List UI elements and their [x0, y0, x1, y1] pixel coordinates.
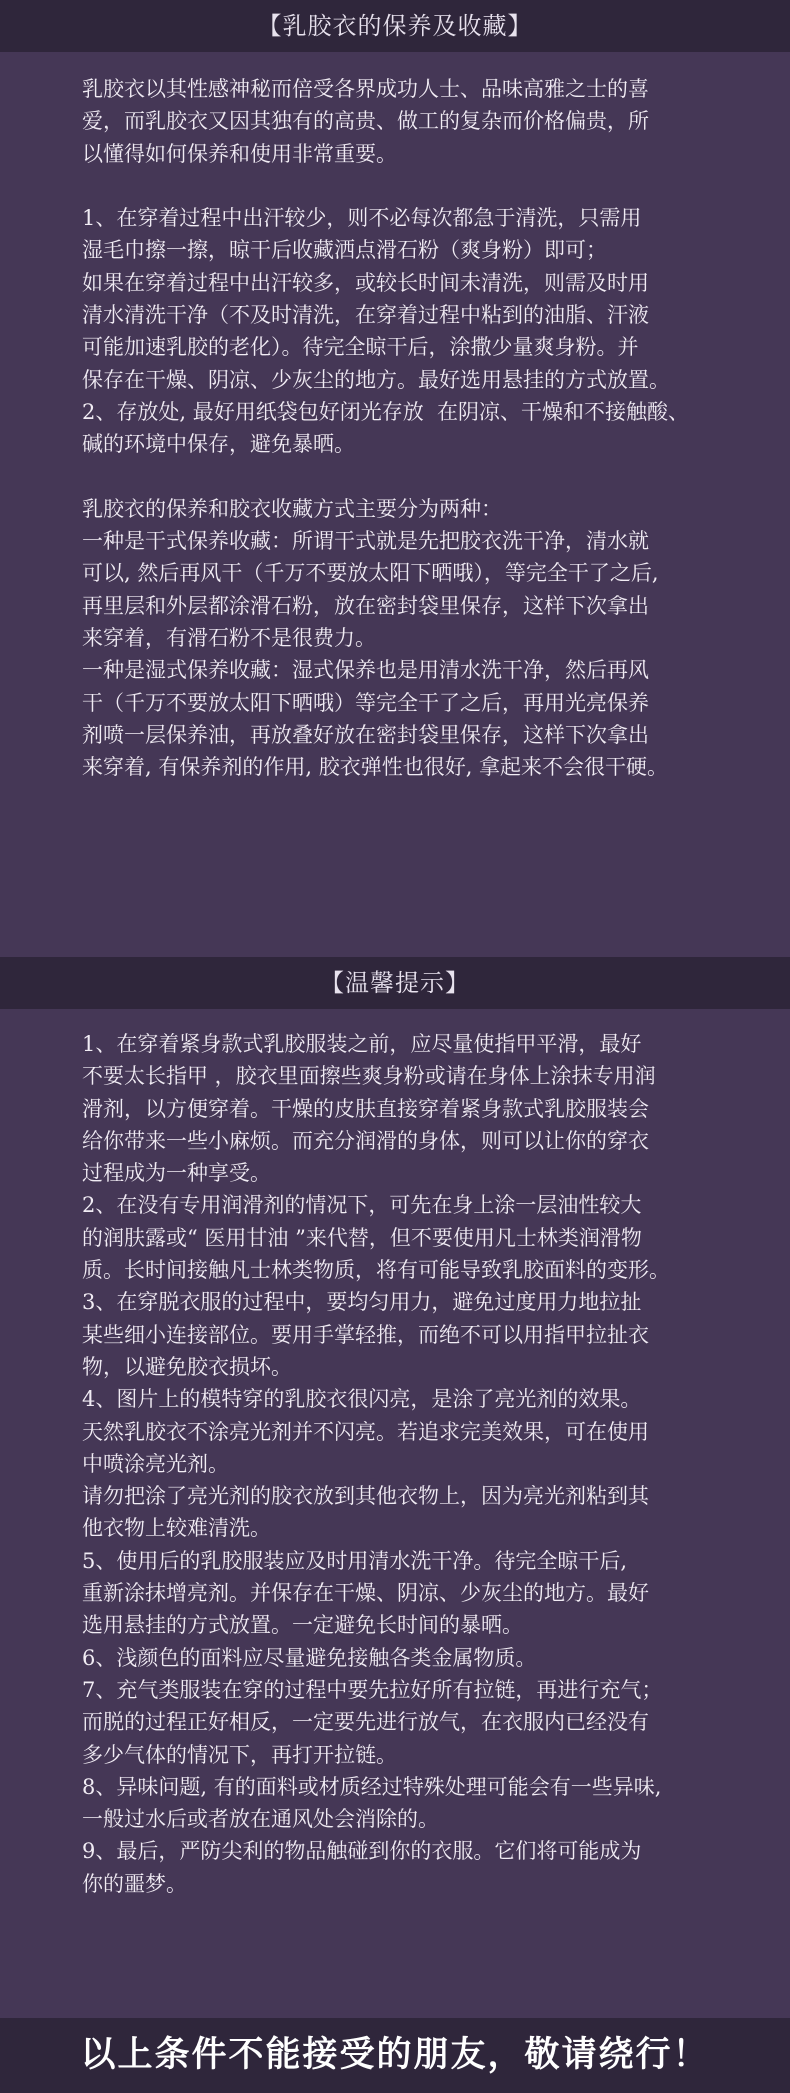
- text-line: 不要太长指甲 ，胶衣里面擦些爽身粉或请在身体上涂抹专用润: [82, 1064, 656, 1089]
- text-line: 8、异味问题, 有的面料或材质经过特殊处理可能会有一些异味,: [82, 1774, 662, 1799]
- text-line: 来穿着, 有保养剂的作用, 胶衣弹性也很好, 拿起来不会很干硬。: [82, 755, 669, 780]
- text-line: 清水清洗干净（不及时清洗，在穿着过程中粘到的油脂、汗液: [82, 303, 649, 328]
- text-line: 爱，而乳胶衣又因其独有的高贵、做工的复杂而价格偏贵，所: [82, 109, 649, 134]
- text-line: 你的噩梦。: [82, 1871, 187, 1896]
- text-line: 2、在没有专用润滑剂的情况下，可先在身上涂一层油性较大: [82, 1193, 642, 1218]
- warm-tips-body: [82, 1028, 712, 1900]
- text-line: 的润肤露或“ 医用甘油 ”来代替，但不要使用凡士林类润滑物: [82, 1225, 642, 1250]
- text-line: 剂喷一层保养油，再放叠好放在密封袋里保存，这样下次拿出: [82, 722, 649, 747]
- text-line: 6、浅颜色的面料应尽量避免接触各类金属物质。: [82, 1645, 537, 1670]
- blank-line: [82, 461, 712, 493]
- text-line: 1、在穿着紧身款式乳胶服装之前，应尽量使指甲平滑，最好: [82, 1032, 642, 1056]
- text-line: 重新涂抹增亮剂。并保存在干燥、阴凉、少灰尘的地方。最好: [82, 1581, 649, 1606]
- text-line: 一种是湿式保养收藏：湿式保养也是用清水洗干净，然后再风: [82, 658, 649, 683]
- text-line: 1、在穿着过程中出汗较少，则不必每次都急于清洗，只需用: [82, 206, 642, 231]
- text-line: 3、在穿脱衣服的过程中，要均匀用力，避免过度用力地拉扯: [82, 1290, 642, 1315]
- text-line: 选用悬挂的方式放置。一定避免长时间的暴晒。: [82, 1613, 523, 1638]
- text-line: 请勿把涂了亮光剂的胶衣放到其他衣物上，因为亮光剂粘到其: [82, 1484, 649, 1509]
- text-line: 湿毛巾擦一擦，晾干后收藏洒点滑石粉（爽身粉）即可；: [82, 238, 607, 263]
- text-line: 一般过水后或者放在通风处会消除的。: [82, 1807, 439, 1832]
- text-line: 而脱的过程正好相反，一定要先进行放气，在衣服内已经没有: [82, 1710, 649, 1735]
- text-line: 以懂得如何保养和使用非常重要。: [82, 141, 397, 166]
- text-line: 他衣物上较难清洗。: [82, 1516, 271, 1541]
- text-line: 质。长时间接触凡士林类物质，将有可能导致乳胶面料的变形。: [82, 1258, 670, 1283]
- text-line: 干（千万不要放太阳下晒哦）等完全干了之后，再用光亮保养: [82, 690, 649, 715]
- blank-line: [82, 170, 712, 202]
- text-line: 9、最后，严防尖利的物品触碰到你的衣服。它们将可能成为: [82, 1839, 642, 1864]
- text-line: 7、充气类服装在穿的过程中要先拉好所有拉链，再进行充气；: [82, 1677, 663, 1702]
- text-line: 4、图片上的模特穿的乳胶衣很闪亮，是涂了亮光剂的效果。: [82, 1387, 642, 1412]
- text-line: 可能加速乳胶的老化）。待完全晾干后，涂撒少量爽身粉。并: [82, 335, 639, 360]
- section-title-warm-tips: 【温馨提示】: [0, 957, 790, 1009]
- text-line: 乳胶衣的保养和胶衣收藏方式主要分为两种：: [82, 496, 502, 521]
- text-line: 乳胶衣以其性感神秘而倍受各界成功人士、品味高雅之士的喜: [82, 77, 649, 101]
- text-line: 碱的环境中保存，避免暴晒。: [82, 432, 355, 457]
- text-line: 中喷涂亮光剂。: [82, 1451, 229, 1476]
- care-storage-body: [82, 73, 712, 784]
- text-line: 如果在穿着过程中出汗较多，或较长时间未清洗，则需及时用: [82, 270, 649, 295]
- text-line: 某些细小连接部位。要用手掌轻推，而绝不可以用指甲拉扯衣: [82, 1322, 649, 1347]
- text-line: 来穿着，有滑石粉不是很费力。: [82, 626, 376, 651]
- text-line: 5、使用后的乳胶服装应及时用清水洗干净。待完全晾干后,: [82, 1548, 628, 1573]
- footer-notice: 以上条件不能接受的朋友，敬请绕行！: [0, 2018, 790, 2093]
- text-line: 2、存放处, 最好用纸袋包好闭光存放 在阴凉、干燥和不接触酸、: [82, 399, 690, 424]
- text-line: 滑剂，以方便穿着。干燥的皮肤直接穿着紧身款式乳胶服装会: [82, 1096, 649, 1121]
- text-line: 可以, 然后再风干（千万不要放太阳下晒哦），等完全干了之后,: [82, 561, 659, 586]
- text-line: 保存在干燥、阴凉、少灰尘的地方。最好选用悬挂的方式放置。: [82, 367, 670, 392]
- text-line: 过程成为一种享受。: [82, 1161, 271, 1186]
- text-line: 物，以避免胶衣损坏。: [82, 1354, 292, 1379]
- text-line: 一种是干式保养收藏：所谓干式就是先把胶衣洗干净，清水就: [82, 529, 649, 554]
- section-title-care-storage: 【乳胶衣的保养及收藏】: [0, 0, 790, 52]
- text-line: 天然乳胶衣不涂亮光剂并不闪亮。若追求完美效果，可在使用: [82, 1419, 649, 1444]
- text-line: 再里层和外层都涂滑石粉，放在密封袋里保存，这样下次拿出: [82, 593, 649, 618]
- text-line: 给你带来一些小麻烦。而充分润滑的身体，则可以让你的穿衣: [82, 1128, 649, 1153]
- text-line: 多少气体的情况下，再打开拉链。: [82, 1742, 397, 1767]
